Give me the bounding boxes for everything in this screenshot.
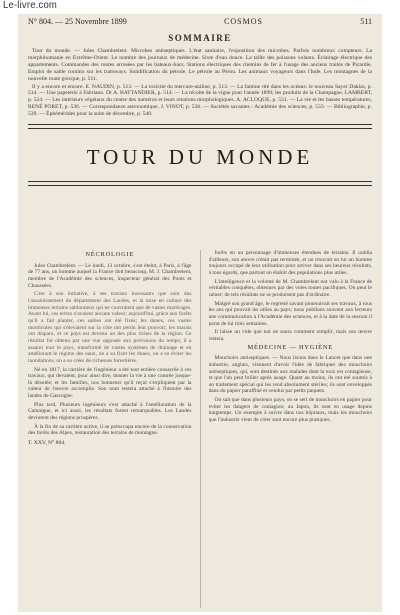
article-paragraph: Mouchoirs antiseptiques. — Nous lisons dans le Lancet que dans une industrie, anglais, viennent d'avoir l'idée de fabriquer des mouchoirs antiseptiques, qui, sont destinés aux malades dont la toux est contagieuse, et que l'on peut brûler après usage. Quant au moins, ils ont été soumis à un traitement spécial qui les rend absolument stériles; ils sont enveloppés dans du papier paraffiné et vendus par petits paquets. [208, 355, 372, 395]
running-header [18, 14, 382, 29]
section-heading-medecine: MÉDECINE — HYGIÈNE [247, 343, 333, 351]
sommaire-body [28, 48, 372, 118]
section-banner-title: TOUR DU MONDE [86, 145, 314, 170]
right-column [209, 250, 373, 608]
journal-page [18, 14, 382, 612]
sommaire-paragraph: Il y a encore et encore. E. NAUDIN, p. 513. — La toxicité du mercure-aniline, p. 513. — La famine rité dans les océans: le nouveau Sayer Daklas, p. 514. — Une papeterie à Fabriano. Dr A. BATTANDIER, p. 514. — La récolte de la vigne pour l'année 1899; les produits de la Champagne, LAMBERT, p. 524. — Les intérieurs végétaux du centre des numéros et leurs relations morphologiques. A. ACLOQUE, p. 531. — La vie et les basses températures, RENÉ PORET, p. 536. — Correspondance astronomique, J. VINOT, p. 536. — Sociétés savantes : Académie des sciences, p. 533. — Bibliographie, p. 539. — Éphémérides pour la suite de décembre, p. 540. [28, 83, 372, 118]
article-paragraph: Jules Chambrelent. — Le lundi, 13 octobre, s'est éteint, à Paris, à l'âge de 77 ans, un homme auquel la France doit beaucoup, M. J. Chambrelent, membre de l'Académie des sciences, inspecteur général des Ponts et Chaussées. [28, 262, 192, 289]
two-column-body [28, 250, 372, 608]
page-number: 511 [360, 17, 372, 26]
article-paragraph: À la fin de sa carrière active, il se préoccupa encore de la conservation des forêts des Alpes, restauration des terrains de montagne. [28, 423, 192, 437]
left-column [28, 250, 192, 608]
article-paragraph: L'intelligence et la volonté de M. Chambrelent ont valu à la France de véritables conquêtes, obtenues par des voies toutes pacifiques. On peut le saluer: de tels résultats ne se produisent pas d'ordinaire. [208, 278, 372, 298]
article-paragraph: Malgré son grand âge, le regretté savant poursuivait ses travaux, à tous les ans qui pouvait les utiles au pays; nous publions souvent aux lecteurs une communication à l'Académie des sciences, et à la date de la session il parut de lui trois semaines. [208, 300, 372, 327]
article-paragraph: Plus tard, Plusieurs ingénieurs s'est attaché à l'amélioration de la Camargue, et ici aussi, les résultats furent remarquables. Les Landes devinrent des régions prospères. [28, 401, 192, 422]
divider-bottom [28, 181, 372, 186]
watermark: Le-livre.com [3, 0, 58, 11]
article-paragraph: On sait que dans plusieurs pays, on se sert de mouchoirs en papier pour éviter les dangers de contagion; au Japon, ils sont en usage depuis longtemps. Un exemple à suivre dans nos hôpitaux, mais les mouchoirs que l'industrie vient de créer sont encore plus pratiques. [208, 397, 372, 424]
article-paragraph: C'est à son initiative, à ses travaux incessants que sont dus l'assainissement du département des Landes, et la mise en culture des immenses terrains sablonneux qui ne couvraient que de vastes marécages. Avant lui, ces terres n'avaient aucune valeur; aujourd'hui, grâce aux forêts qu'il a fait planter, ces sables ont été fixés; les dunes, ces vastes monticules qui s'élevaient sur la côte ont perdu leur pouvoir; les marais ont disparu, et ce pays est devenu un des plus riches de la région. Ce résultat fut obtenu par une vue opposée aux prévisions du temps; il a assaini tout le pays, transformé de vastes systèmes de drainage et en améliorant le régime des eaux, on a su fixer les dunes, on a su éviter les inondations, on a su créer de richesses forestières. [28, 291, 192, 364]
article-paragraph: forêts en un personnage d'immenses étendues de terrains. Il oublia d'ailleurs, son œuvre n'était pas terminée, et on trouvait en lui un homme toujours occupé de leur utilisation pour arriver dans ses heureux résultats, à tous égards, que partout on établit des populations plus utiles. [208, 250, 372, 276]
article-paragraph: Né en 1817, la carrière de l'ingénieur a été tout entière consacrée à ces travaux, qui devaient, pour ainsi dire, donner la vie à une contrée jusque-là désolée; et les familles, nos honneurs qu'il reçut s'expliquent par la valeur de l'œuvre accomplie. Son nom restera attaché à l'histoire des landes de Gascogne. [28, 366, 192, 400]
article-paragraph: Il laisse un vide que nul ne saura comment remplir, mais son œuvre restera. [208, 329, 372, 342]
divider-top [28, 124, 372, 129]
section-heading-necrologie: NÉCROLOGIE [85, 251, 135, 258]
column-separator [200, 250, 201, 608]
journal-name: COSMOS [224, 17, 263, 26]
sommaire-heading: SOMMAIRE [168, 33, 232, 43]
volume-footer: T. XXV, N° 804. [28, 440, 66, 447]
issue-info: N° 804. — 25 Novembre 1899 [28, 17, 127, 26]
sommaire-paragraph: Tour du monde. — Jules Chambrelent. Microbes antiseptiques. L'état sanitaire, l'exposition des microbes. Parfois nombreux compteurs. La morphinomanie en Extrême-Orient. Le nombre des journaux de médecine. Sixte d'eau douce. La taille des poissons volants. Éclairage électrique des appartements. Commandes des routes arrosées par les bateaux-bacs. Stations électriques des chemins de fer à l'usage des anciens traités de Picardie. Emploi de sable continu sur les tramways. Solidification du pétrole. Le pétrole au Pérou. Les animaux voyageurs dans l'Inde. Les montagnes de la nouvelle route grecque, p. 511. [28, 48, 372, 82]
